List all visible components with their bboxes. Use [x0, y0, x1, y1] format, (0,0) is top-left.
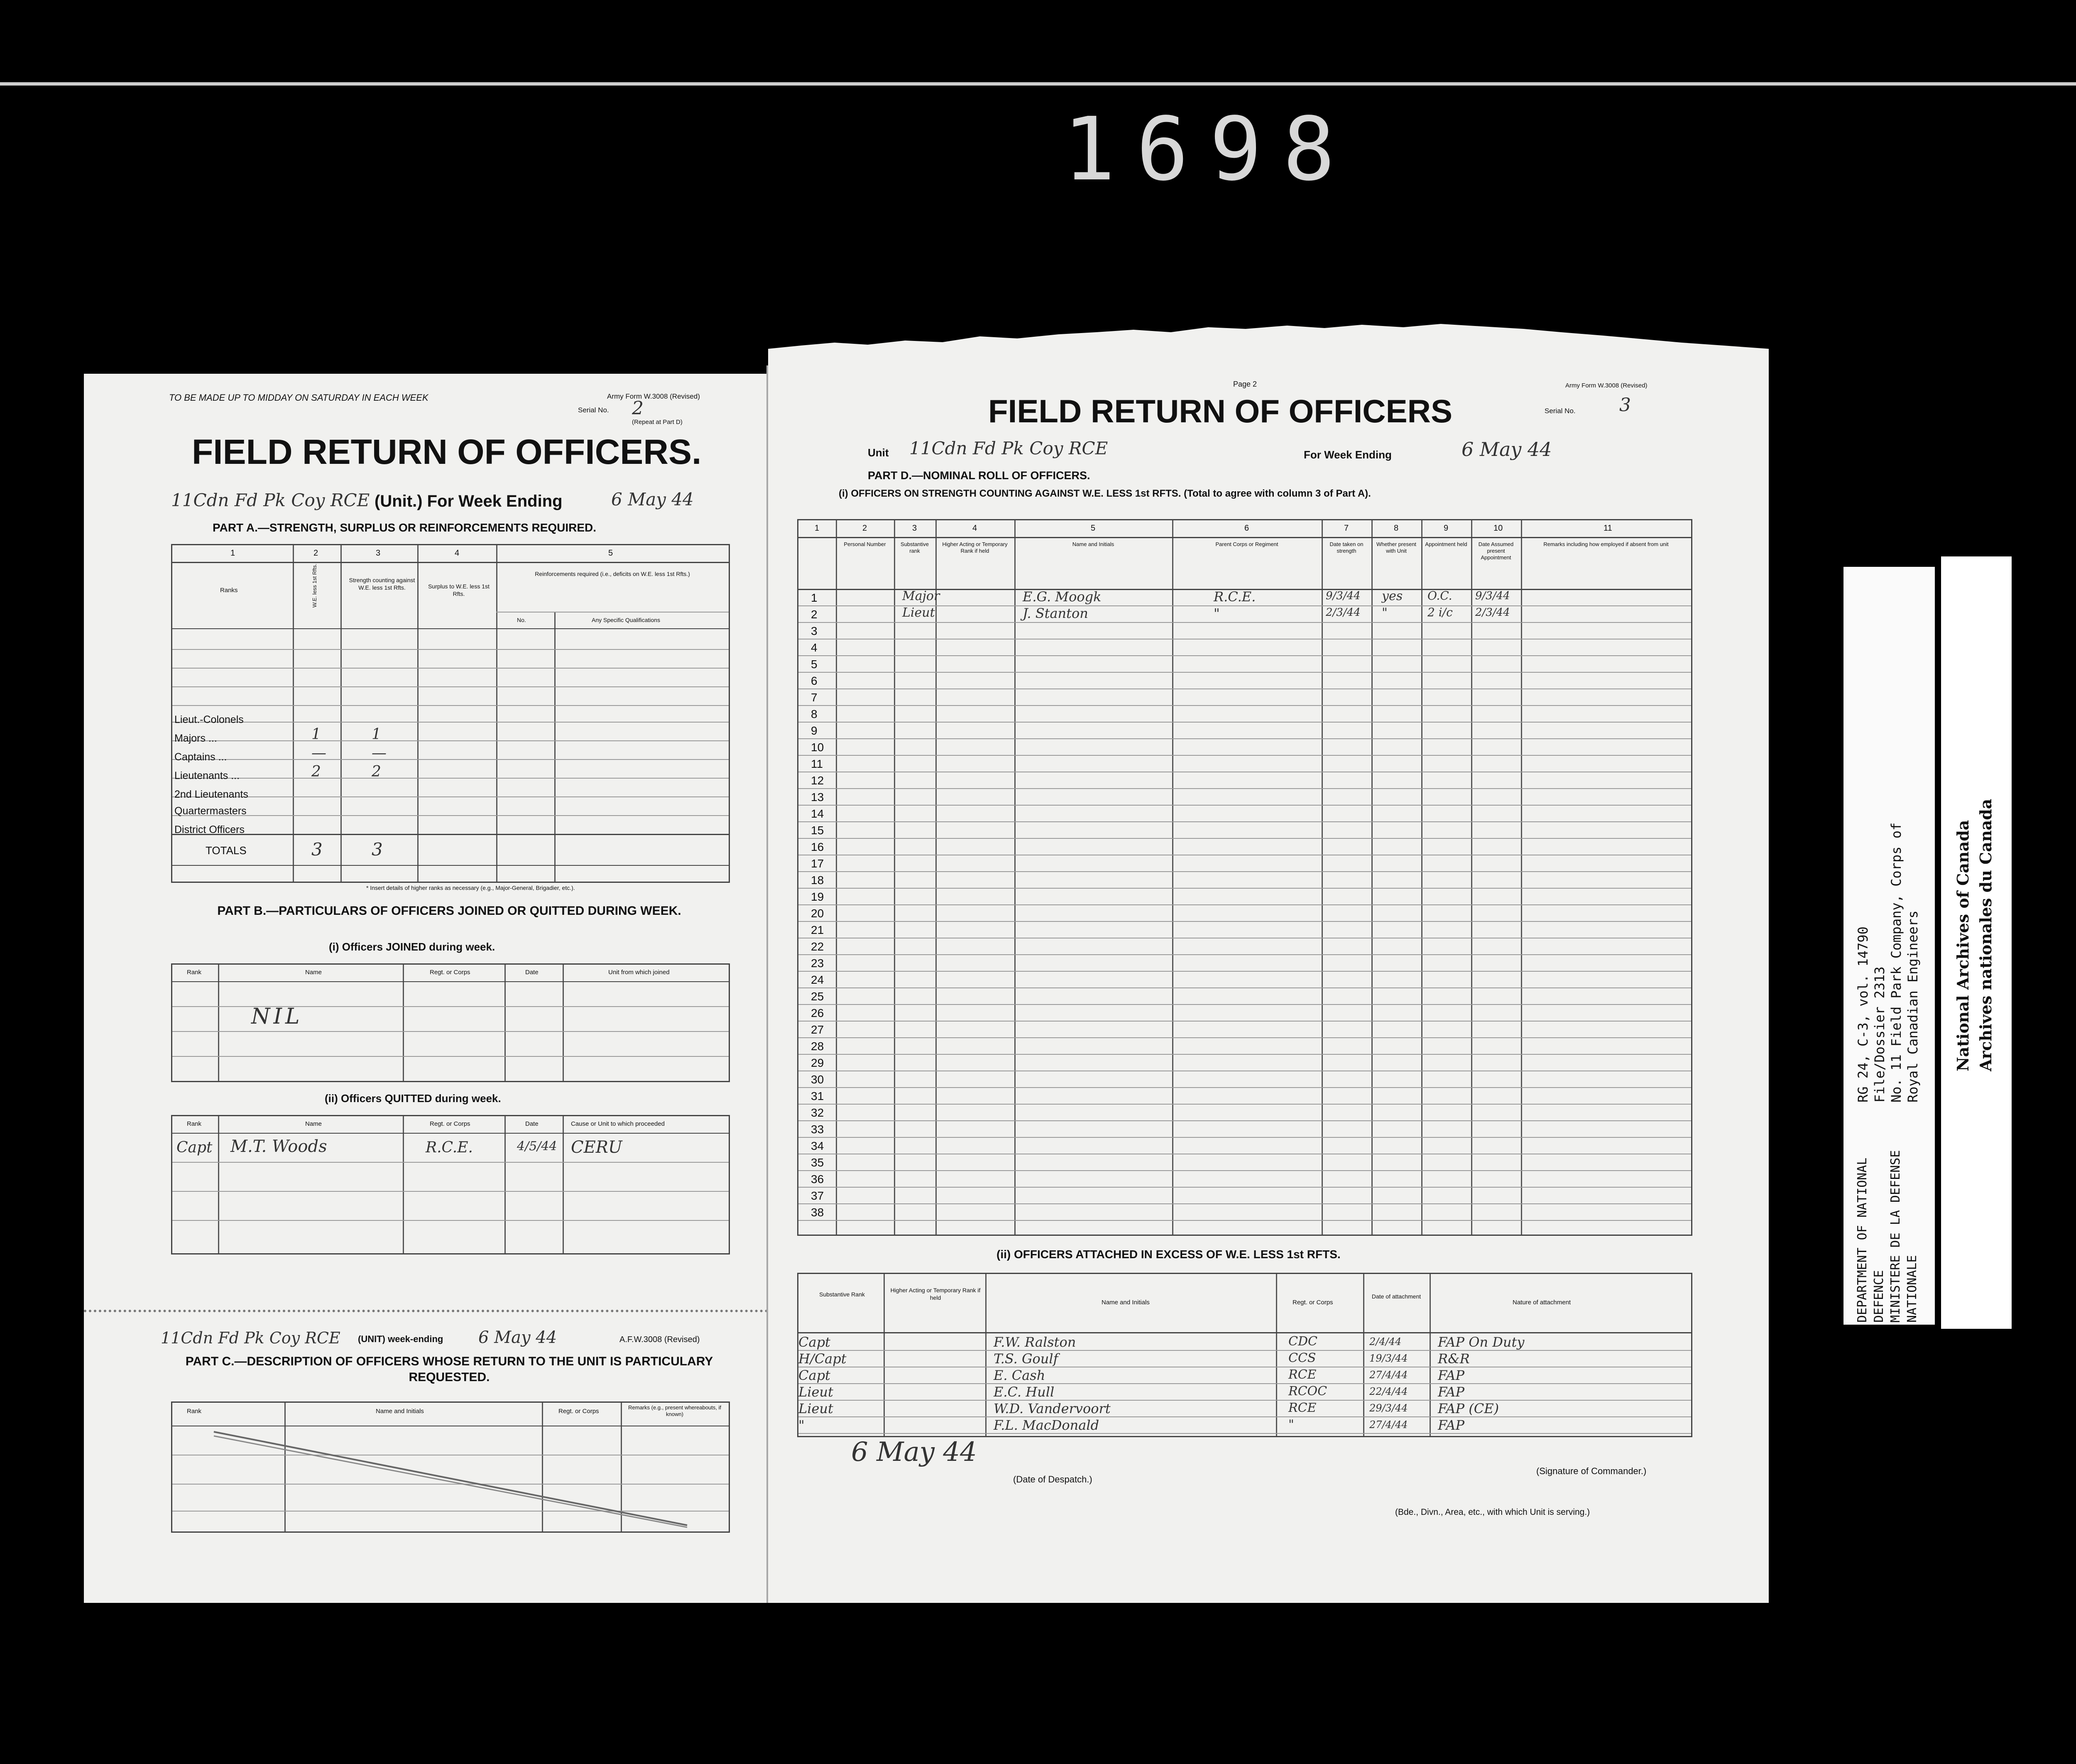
joined-col-unit: Unit from which joined	[608, 969, 670, 976]
page2-serial-value: 3	[1619, 394, 1631, 416]
att-name: T.S. Goulf	[994, 1351, 1058, 1367]
dept-line-2: DEFENCE	[1872, 1270, 1886, 1323]
part-c-unit-label: (UNIT) week-ending	[358, 1334, 443, 1344]
rank-we: —	[311, 745, 326, 762]
att-rank: Lieut	[798, 1384, 833, 1400]
att-col-corps: Regt. or Corps	[1293, 1299, 1333, 1306]
archive-name-fr: Archives nationales du Canada	[1976, 799, 1995, 1071]
roll-col-number: 4	[972, 524, 977, 533]
rank-label: Lieutenants ...	[174, 770, 240, 782]
roll-row-number: 26	[811, 1007, 824, 1019]
ref-line-4: Royal Canadian Engineers	[1905, 910, 1921, 1102]
page-two	[768, 349, 1769, 1603]
roll-row-number: 16	[811, 840, 824, 853]
att-rank: "	[798, 1417, 805, 1433]
ref-line-3: No. 11 Field Park Company, Corps of	[1888, 822, 1904, 1102]
roll-col-number: 8	[1394, 524, 1399, 533]
page-fold	[766, 365, 768, 1603]
page2-title: FIELD RETURN OF OFFICERS	[988, 393, 1452, 429]
col-ranks: Ranks	[220, 587, 238, 594]
att-nature: R&R	[1438, 1351, 1470, 1367]
roll-col-header: Substantive rank	[901, 541, 929, 554]
att-col-rank: Substantive Rank	[819, 1291, 865, 1298]
part-a-col-4: 4	[455, 549, 460, 558]
roll-row-number: 23	[811, 957, 824, 970]
page2-serial-label: Serial No.	[1545, 407, 1576, 415]
roll-row-number: 28	[811, 1040, 824, 1053]
att-col-nature: Nature of attachment	[1513, 1299, 1571, 1306]
roll-row-number: 22	[811, 940, 824, 953]
rank-strength: 2	[372, 763, 381, 780]
att-name: E. Cash	[994, 1367, 1045, 1383]
roll-row-number: 4	[811, 641, 818, 654]
roll-row-number: 14	[811, 807, 824, 820]
roll-corps: R.C.E.	[1214, 589, 1256, 605]
roll-col-number: 5	[1091, 524, 1096, 533]
part-b-heading: PART B.—PARTICULARS OF OFFICERS JOINED OR QUITTED DURING WEEK.	[217, 904, 681, 918]
att-col-higher: Higher Acting or Temporary Rank if held	[890, 1287, 981, 1301]
page2-week-value: 6 May 44	[1462, 438, 1552, 461]
nominal-roll-table	[797, 519, 1692, 1236]
bde-label: (Bde., Divn., Area, etc., with which Unit is serving.)	[1395, 1507, 1590, 1517]
roll-row-number: 29	[811, 1056, 824, 1069]
attached-table	[797, 1273, 1692, 1437]
roll-row-number: 33	[811, 1123, 824, 1136]
part-c-col-remarks: Remarks (e.g., present whereabouts, if known)	[628, 1404, 721, 1417]
rank-label: District Officers	[174, 824, 245, 835]
joined-col-name: Name	[305, 969, 322, 976]
rank-label: Captains ...	[174, 751, 227, 763]
rank-strength: 1	[372, 726, 381, 743]
quitted-col-cause: Cause or Unit to which proceeded	[571, 1120, 665, 1127]
att-nature: FAP	[1438, 1367, 1465, 1383]
part-a-col-3: 3	[376, 549, 381, 558]
roll-col-header: Date Assumed present Appointment	[1478, 541, 1514, 561]
roll-assumed: 9/3/44	[1475, 590, 1510, 602]
dept-line-1: DEPARTMENT OF NATIONAL	[1855, 1157, 1870, 1323]
page-one	[84, 374, 768, 1603]
roll-col-number: 3	[912, 524, 917, 533]
top-rule	[0, 82, 2076, 86]
roll-col-number: 11	[1604, 524, 1612, 533]
att-rank: Capt	[798, 1334, 830, 1350]
dept-line-3: MINISTERE DE LA DEFENSE	[1888, 1150, 1903, 1323]
signature-label: (Signature of Commander.)	[1536, 1466, 1647, 1476]
quitted-cause: CERU	[571, 1138, 622, 1157]
archive-name-card	[1941, 556, 2012, 1329]
despatch-date: 6 May 44	[851, 1437, 977, 1468]
roll-row-number: 5	[811, 658, 818, 671]
roll-row-number: 12	[811, 774, 824, 787]
roll-row-number: 38	[811, 1206, 824, 1219]
part-c-col-name: Name and Initials	[376, 1408, 424, 1415]
part-a-col-5: 5	[608, 549, 613, 558]
col-we: W.E. less 1st Rfts.	[311, 564, 318, 608]
part-d-heading: PART D.—NOMINAL ROLL OF OFFICERS.	[868, 469, 1090, 482]
roll-row-number: 32	[811, 1106, 824, 1119]
ref-line-1: RG 24, C-3, vol. 14790	[1855, 926, 1871, 1102]
roll-row-number: 35	[811, 1156, 824, 1169]
att-date: 29/3/44	[1369, 1402, 1408, 1414]
roll-assumed: 2/3/44	[1475, 606, 1510, 619]
roll-row-number: 25	[811, 990, 824, 1003]
quitted-col-rank: Rank	[187, 1120, 202, 1127]
roll-corps: "	[1214, 605, 1220, 621]
roll-row-number: 7	[811, 691, 818, 704]
att-nature: FAP	[1438, 1417, 1465, 1433]
roll-row-number: 17	[811, 857, 824, 870]
roll-date: 9/3/44	[1326, 590, 1361, 602]
quitted-corps: R.C.E.	[426, 1139, 473, 1156]
despatch-label: (Date of Despatch.)	[1013, 1474, 1092, 1485]
part-c-col-corps: Regt. or Corps	[558, 1408, 599, 1415]
roll-row-number: 36	[811, 1173, 824, 1186]
att-corps: RCE	[1288, 1367, 1317, 1382]
att-name: F.W. Ralston	[994, 1334, 1076, 1350]
col-no: No.	[517, 617, 526, 623]
unit-value: 11Cdn Fd Pk Coy RCE	[171, 490, 370, 510]
roll-row-number: 3	[811, 625, 818, 637]
roll-row-number: 24	[811, 973, 824, 986]
roll-col-header: Personal Number	[844, 541, 886, 547]
roll-row-number: 19	[811, 890, 824, 903]
roll-col-header: Higher Acting or Temporary Rank if held	[942, 541, 1008, 554]
part-c-form: A.F.W.3008 (Revised)	[619, 1335, 700, 1344]
att-date: 27/4/44	[1369, 1369, 1408, 1381]
joined-heading: (i) Officers JOINED during week.	[329, 941, 495, 953]
col-qual: Any Specific Qualifications	[592, 617, 660, 623]
roll-row-number: 2	[811, 608, 818, 621]
roll-row-number: 8	[811, 708, 818, 720]
page2-army-form: Army Form W.3008 (Revised)	[1565, 382, 1648, 389]
part-c-unit: 11Cdn Fd Pk Coy RCE	[161, 1329, 340, 1347]
folio-stamp: 1698	[1063, 98, 1356, 200]
unit-label: (Unit.) For Week Ending	[375, 492, 563, 510]
roll-row-number: 9	[811, 724, 818, 737]
quitted-col-name: Name	[305, 1120, 322, 1127]
quitted-table	[171, 1115, 730, 1254]
roll-row-number: 10	[811, 741, 824, 754]
roll-col-number: 7	[1344, 524, 1349, 533]
roll-col-header: Parent Corps or Regiment	[1215, 541, 1278, 547]
roll-row-number: 21	[811, 924, 824, 936]
roll-rank: Major	[902, 589, 940, 603]
roll-col-header: Remarks including how employed if absent from unit	[1543, 541, 1669, 547]
roll-present: yes	[1382, 589, 1403, 603]
serial-value: 2	[632, 398, 644, 419]
quitted-col-corps: Regt. or Corps	[430, 1120, 470, 1127]
att-date: 2/4/44	[1369, 1336, 1402, 1348]
rank-label: Lieut.-Colonels	[174, 714, 244, 725]
att-corps: "	[1288, 1417, 1294, 1432]
serial-note: (Repeat at Part D)	[632, 419, 683, 426]
week-value: 6 May 44	[611, 489, 694, 510]
roll-name: J. Stanton	[1023, 605, 1088, 621]
part-d-sub-i: (i) OFFICERS ON STRENGTH COUNTING AGAINST W.E. LESS 1st RFTS. (Total to agree with column 3 of Part A).	[839, 488, 1371, 499]
att-col-date: Date of attachment	[1371, 1293, 1421, 1300]
totals-strength: 3	[372, 839, 383, 860]
part-a-table	[171, 544, 730, 883]
roll-row-number: 13	[811, 791, 824, 804]
col-surplus: Surplus to W.E. less 1st Rfts.	[428, 583, 490, 597]
roll-row-number: 6	[811, 674, 818, 687]
roll-rank: Lieut	[902, 605, 935, 620]
part-c-table	[171, 1401, 730, 1533]
totals-we: 3	[311, 839, 323, 860]
joined-table	[171, 963, 730, 1082]
roll-row-number: 31	[811, 1090, 824, 1102]
roll-col-header: Whether present with Unit	[1376, 541, 1417, 554]
roll-col-number: 6	[1244, 524, 1249, 533]
att-nature: FAP (CE)	[1438, 1401, 1499, 1416]
roll-col-header: Appointment held	[1425, 541, 1467, 547]
roll-name: E.G. Moogk	[1023, 589, 1102, 605]
roll-row-number: 27	[811, 1023, 824, 1036]
joined-col-corps: Regt. or Corps	[430, 969, 470, 976]
rank-label: 2nd Lieutenants	[174, 789, 248, 800]
att-col-name: Name and Initials	[1102, 1299, 1150, 1306]
rank-strength: —	[372, 745, 387, 762]
roll-row-number: 1	[811, 591, 818, 604]
joined-col-rank: Rank	[187, 969, 202, 976]
archive-label-card	[1843, 567, 1935, 1325]
roll-row-number: 37	[811, 1189, 824, 1202]
att-rank: Lieut	[798, 1401, 833, 1416]
page2-unit-label: Unit	[868, 446, 889, 459]
part-d-sub-ii: (ii) OFFICERS ATTACHED IN EXCESS OF W.E. LESS 1st RFTS.	[996, 1248, 1341, 1261]
att-name: E.C. Hull	[994, 1384, 1055, 1400]
roll-present: "	[1382, 605, 1388, 620]
att-nature: FAP	[1438, 1384, 1465, 1400]
rank-label: Majors ...	[174, 733, 217, 744]
page2-week-label: For Week Ending	[1304, 448, 1392, 461]
roll-row-number: 18	[811, 874, 824, 887]
quitted-date: 4/5/44	[517, 1139, 557, 1154]
instruction-text: TO BE MADE UP TO MIDDAY ON SATURDAY IN EACH WEEK	[169, 392, 428, 403]
joined-nil: NIL	[251, 1004, 303, 1029]
roll-row-number: 30	[811, 1073, 824, 1086]
roll-col-header: Date taken on strength	[1329, 541, 1364, 554]
rank-label: Quartermasters	[174, 805, 247, 817]
part-c-heading: PART C.—DESCRIPTION OF OFFICERS WHOSE RETURN TO THE UNIT IS PARTICULARY REQUESTED.	[185, 1355, 713, 1384]
archive-name-en: National Archives of Canada	[1954, 820, 1972, 1071]
joined-col-date: Date	[525, 969, 539, 976]
roll-col-header: Name and Initials	[1072, 541, 1114, 547]
roll-date: 2/3/44	[1326, 606, 1361, 619]
part-c-col-rank: Rank	[187, 1408, 202, 1415]
part-a-col-1: 1	[230, 549, 235, 558]
roll-appointment: O.C.	[1427, 589, 1452, 603]
serial-label: Serial No.	[578, 406, 609, 414]
col-reinf: Reinforcements required (i.e., deficits on W.E. less 1st Rfts.)	[535, 571, 690, 577]
col-strength: Strength counting against W.E. less 1st Rfts.	[349, 577, 415, 591]
quitted-heading: (ii) Officers QUITTED during week.	[325, 1092, 501, 1105]
quitted-rank: Capt	[176, 1139, 213, 1156]
roll-row-number: 11	[811, 757, 823, 770]
roll-col-number: 9	[1444, 524, 1449, 533]
roll-row-number: 20	[811, 907, 824, 920]
quitted-col-date: Date	[525, 1120, 539, 1127]
ref-line-2: File/Dossier 2313	[1872, 966, 1887, 1102]
att-date: 27/4/44	[1369, 1419, 1408, 1431]
att-corps: CDC	[1288, 1334, 1317, 1349]
roll-col-number: 10	[1493, 524, 1503, 533]
part-a-footnote: * Insert details of higher ranks as necessary (e.g., Major-General, Brigadier, etc.).	[366, 884, 575, 891]
dept-line-4: NATIONALE	[1905, 1255, 1919, 1323]
roll-col-number: 2	[862, 524, 867, 533]
att-rank: H/Capt	[798, 1351, 847, 1367]
page-title: FIELD RETURN OF OFFICERS.	[192, 432, 702, 471]
rank-we: 2	[311, 763, 321, 780]
att-nature: FAP On Duty	[1438, 1334, 1525, 1350]
part-a-heading: PART A.—STRENGTH, SURPLUS OR REINFORCEMENTS REQUIRED.	[213, 521, 597, 534]
part-a-col-2: 2	[313, 549, 318, 558]
att-date: 19/3/44	[1369, 1352, 1408, 1364]
page2-unit-value: 11Cdn Fd Pk Coy RCE	[909, 438, 1108, 458]
part-c-week: 6 May 44	[478, 1328, 557, 1347]
roll-row-number: 15	[811, 824, 824, 837]
quitted-name: M.T. Woods	[230, 1137, 327, 1156]
att-rank: Capt	[798, 1367, 830, 1383]
att-name: W.D. Vandervoort	[994, 1401, 1111, 1416]
att-date: 22/4/44	[1369, 1386, 1408, 1397]
army-form-label: Army Form W.3008 (Revised)	[607, 392, 700, 400]
roll-row-number: 34	[811, 1139, 824, 1152]
att-name: F.L. MacDonald	[994, 1417, 1099, 1433]
cancel-stroke	[172, 1403, 729, 1531]
att-corps: RCE	[1288, 1401, 1317, 1415]
roll-appointment: 2 i/c	[1427, 605, 1453, 619]
rank-we: 1	[311, 726, 321, 743]
roll-col-number: 1	[815, 524, 820, 533]
page-number: Page 2	[1233, 380, 1257, 388]
att-corps: RCOC	[1288, 1384, 1327, 1399]
perforation-line	[84, 1310, 768, 1312]
totals-label: TOTALS	[206, 844, 247, 857]
att-corps: CCS	[1288, 1351, 1316, 1365]
